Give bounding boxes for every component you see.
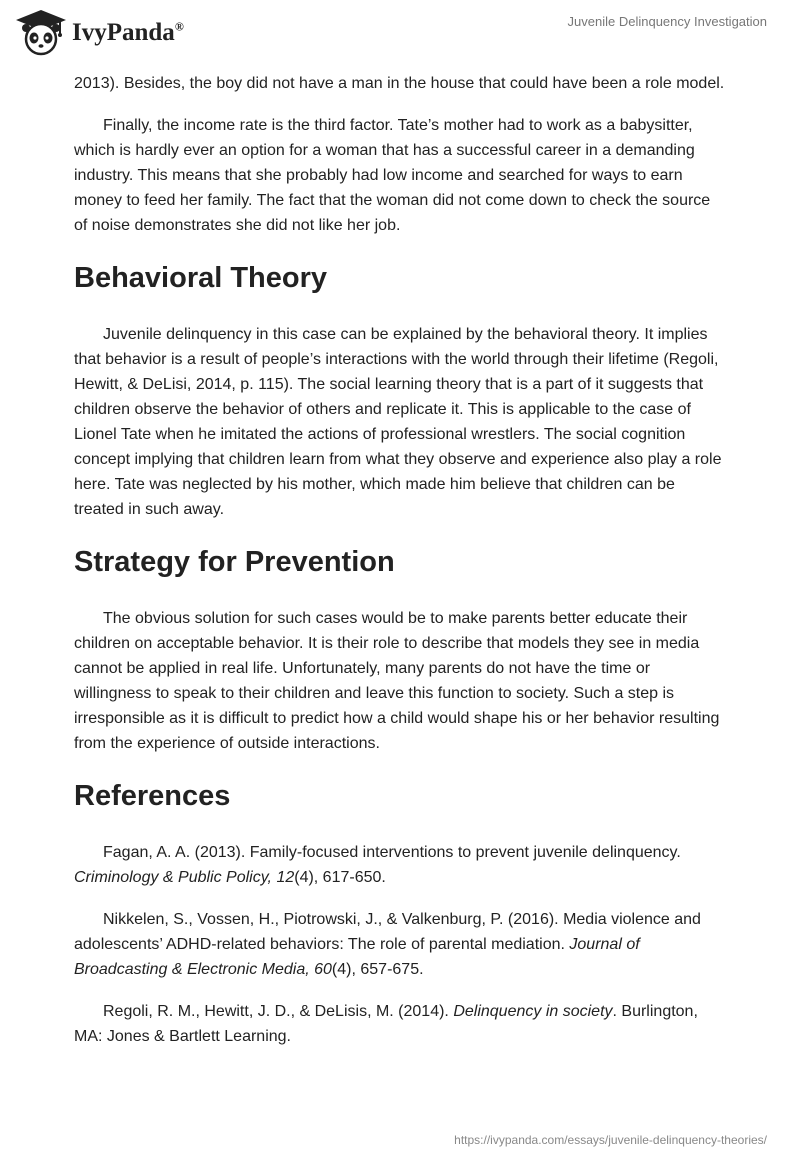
references-heading: References xyxy=(74,780,231,812)
behavioral-theory-heading: Behavioral Theory xyxy=(74,262,328,294)
source-url[interactable]: https://ivypanda.com/essays/juvenile-delinquency-theories/ xyxy=(454,1133,767,1147)
ivypanda-logo[interactable] xyxy=(14,8,184,58)
income-paragraph: Finally, the income rate is the third factor. Tate’s mother had to work as a babysitter, which is hardly ever an option for a woman that has a successful career in a demanding industry. This means that she probably had low income and searched for ways to earn money to feed her family. The fact that the woman did not come down to check the source of noise demonstrates she did not like her job. xyxy=(74,117,711,234)
intro-paragraph: 2013). Besides, the boy did not have a man in the house that could have been a role model. xyxy=(74,75,725,92)
reference-item: Fagan, A. A. (2013). Family-focused interventions to prevent juvenile delinquency. Criminology & Public Policy, 12(4), 617-650. xyxy=(74,844,681,886)
reference-item: Regoli, R. M., Hewitt, J. D., & DeLisis, M. (2014). Delinquency in society. Burlington, MA: Jones & Bartlett Learning. xyxy=(74,1003,698,1045)
reference-item: Nikkelen, S., Vossen, H., Piotrowski, J., & Valkenburg, P. (2016). Media violence and adolescents’ ADHD-related behaviors: The role of parental mediation. Journal of Broadcasting & Electronic Media, 60(4), 657-675. xyxy=(74,911,701,978)
behavioral-theory-paragraph: Juvenile delinquency in this case can be explained by the behavioral theory. It implies that behavior is a result of people’s interactions with the world through their lifetime (Regoli, Hewitt, & DeLisi, 2014, p. 115). The social learning theory that is a part of it suggests that children observe the behavior of others and replicate it. This is applicable to the case of Lionel Tate when he imitated the actions of professional wrestlers. The social cognition concept implying that children learn from what they observe and experience also play a role here. Tate was neglected by his mother, which made him believe that children can be treated in such away. xyxy=(74,326,722,518)
panda-icon xyxy=(14,8,68,58)
strategy-heading: Strategy for Prevention xyxy=(74,546,395,578)
page-header xyxy=(0,0,800,70)
strategy-paragraph: The obvious solution for such cases would be to make parents better educate their children on acceptable behavior. It is their role to describe that models they see in media cannot be applied in real life. Unfortunately, many parents do not have the time or willingness to speak to their children and leave this function to society. Such a step is irresponsible as it is difficult to predict how a child would shape his or her behavior resulting from the experience of outside interactions. xyxy=(74,610,720,752)
essay-content xyxy=(74,71,726,1066)
brand-name: IvyPanda® xyxy=(72,19,184,46)
document-title: Juvenile Delinquency Investigation xyxy=(567,14,767,29)
